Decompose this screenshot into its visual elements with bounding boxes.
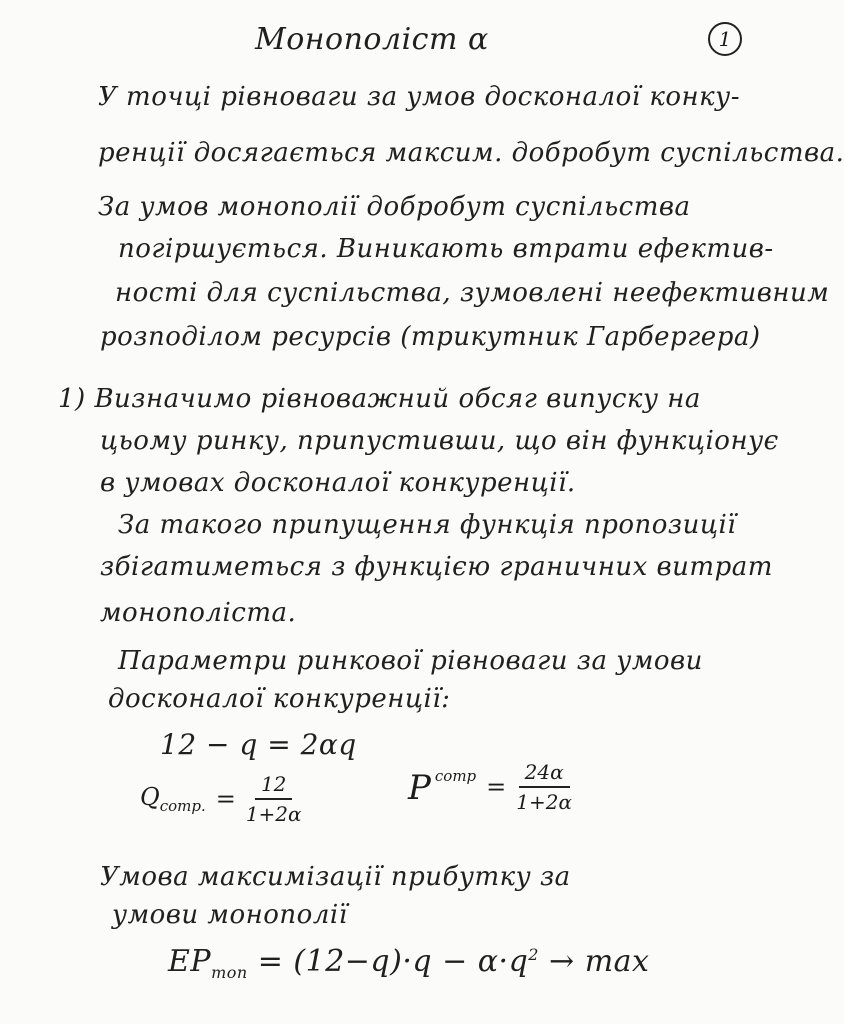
- text-line: Умова максимізації прибутку за: [100, 862, 571, 892]
- equals-sign: =: [486, 773, 507, 801]
- text-line: За такого припущення функція пропозиції: [118, 510, 737, 540]
- text-line: цьому ринку, припустивши, що він функціонує: [100, 426, 779, 456]
- text-line: розподілом ресурсів (трикутник Гарбергера): [100, 322, 761, 352]
- equals-sign: =: [215, 785, 236, 813]
- fraction: [516, 760, 572, 814]
- price-symbol: P $^{comp}$: [408, 766, 477, 808]
- fraction: [246, 772, 302, 826]
- fraction-denominator: 1+2α: [516, 790, 572, 814]
- text-line: в умовах досконалої конкуренції.: [100, 468, 576, 498]
- text-line: умови монополії: [112, 900, 348, 930]
- page-title: Монополіст α: [255, 22, 489, 57]
- text-line: монополіста.: [100, 598, 297, 628]
- text-line: погіршується. Виникають втрати ефектив-: [118, 234, 774, 264]
- page-number-badge: 1: [708, 22, 742, 56]
- fraction-numerator: 24α: [519, 760, 570, 788]
- price-formula: [408, 760, 572, 814]
- text-line: За умов монополії добробут суспільства: [98, 192, 691, 222]
- text-line: збігатиметься з функцією граничних витрат: [100, 552, 773, 582]
- text-line: ренції досягається максим. добробут суспільства.: [98, 138, 844, 168]
- text-line-numbered: 1) Визначимо рівноважний обсяг випуску на: [58, 384, 701, 414]
- quantity-symbol: $Q_{comp.}$: [140, 783, 206, 815]
- fraction-denominator: 1+2α: [245, 802, 302, 826]
- quantity-formula: [140, 772, 302, 826]
- equilibrium-equation: 12 − q = 2αq: [160, 728, 357, 761]
- fraction-numerator: 12: [255, 772, 292, 800]
- text-line: ності для суспільства, зумовлені неефективним: [115, 278, 830, 308]
- text-line: досконалої конкуренції:: [108, 684, 451, 714]
- profit-equation: $EP_{mon} = (12-q)\cdot q - \alpha\cdot q^2 \to \max$: [168, 944, 650, 982]
- text-line: У точці рівноваги за умов досконалої конку-: [98, 82, 741, 112]
- text-line: Параметри ринкової рівноваги за умови: [118, 646, 703, 676]
